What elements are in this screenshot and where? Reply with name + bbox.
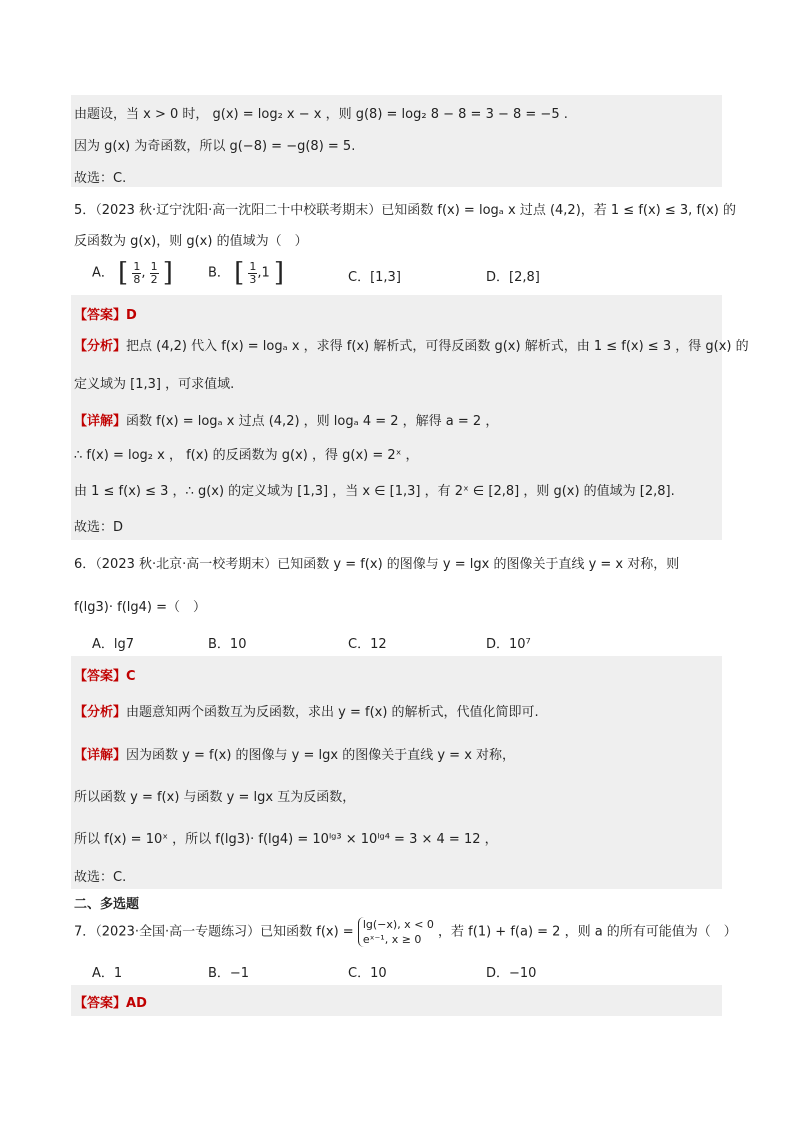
q4-detail-line-2: 因为 g(x) 为奇函数，所以 g(−8) = −g(8) = 5. xyxy=(74,139,356,154)
q6-option-c: C．12 xyxy=(348,637,387,652)
q5-stem-line-1: 5．（2023 秋·辽宁沈阳·高一沈阳二十中校联考期末）已知函数 f(x) = logₐ x 过点 (4,2)，若 1 ≤ f(x) ≤ 3, f(x) 的 xyxy=(74,203,736,218)
q5-option-c: C．[1,3] xyxy=(348,270,401,285)
q5-option-b: B． [ $\frac{1}{3}$ ,1 ] xyxy=(208,258,285,288)
q6-detail-line-3: 所以 f(x) = 10ˣ ，所以 f(lg3)· f(lg4) = 10ˡᵍ³ × 10ˡᵍ⁴ = 3 × 4 = 12 ， xyxy=(74,832,498,847)
q6-answer: C xyxy=(126,669,136,684)
q7-answer: AD xyxy=(126,996,147,1011)
q5-answer: D xyxy=(126,308,137,323)
q5-detail-line-3: 由 1 ≤ f(x) ≤ 3 ，∴ g(x) 的定义域为 [1,3] ，当 x ∈ [1,3] ，有 2ˣ ∈ [2,8] ，则 g(x) 的值域为 [2,8]. xyxy=(74,484,675,499)
q6-option-d: D．10⁷ xyxy=(486,637,531,652)
q6-analysis-line: 【分析】由题意知两个函数互为反函数，求出 y = f(x) 的解析式，代值化简即可. xyxy=(74,705,539,720)
fraction: $\frac{1}{8}$ xyxy=(133,259,141,286)
q5-detail-line-1: 【详解】函数 f(x) = logₐ x 过点 (4,2) ，则 logₐ 4 = 2 ，解得 a = 2 ， xyxy=(74,414,499,429)
q7-option-b: B．−1 xyxy=(208,966,250,981)
section-heading-multiple-choice: 二、多选题 xyxy=(74,897,140,912)
q7-option-d: D．−10 xyxy=(486,966,537,981)
q7-option-a: A．1 xyxy=(92,966,123,981)
q5-option-d: D．[2,8] xyxy=(486,270,540,285)
fraction: $\frac{1}{2}$ xyxy=(150,259,158,286)
detail-tag: 【详解】 xyxy=(74,748,127,763)
q5-detail-line-2: ∴ f(x) = log₂ x ， f(x) 的反函数为 g(x) ，得 g(x) = 2ˣ ， xyxy=(74,448,419,463)
q7-answer-line xyxy=(74,992,147,1011)
q5-analysis-line-2: 定义域为 [1,3] ，可求值域. xyxy=(74,377,235,392)
analysis-tag: 【分析】 xyxy=(74,339,127,354)
q5-option-a: A． [ $\frac{1}{8}$ , $\frac{1}{2}$ ] xyxy=(92,258,173,288)
fraction: $\frac{1}{3}$ xyxy=(249,259,257,286)
q6-final-answer: 故选：C. xyxy=(74,870,127,885)
q5-answer-line xyxy=(74,304,137,323)
piecewise-function: lg(−x), x < 0 eˣ⁻¹, x ≥ 0 xyxy=(358,917,434,947)
q5-option-b-label: B． xyxy=(208,265,230,281)
q6-option-a: A．lg7 xyxy=(92,637,135,652)
answer-tag: 【答案】 xyxy=(74,308,127,323)
q4-final-answer: 故选：C. xyxy=(74,171,127,186)
q7-solution-block xyxy=(71,985,722,1016)
q7-option-c: C．10 xyxy=(348,966,387,981)
q6-option-b: B．10 xyxy=(208,637,247,652)
answer-tag: 【答案】 xyxy=(74,669,127,684)
q5-stem-line-2: 反函数为 g(x)，则 g(x) 的值域为（ ） xyxy=(74,234,308,249)
q5-option-a-label: A． xyxy=(92,265,114,281)
q6-detail-line-2: 所以函数 y = f(x) 与函数 y = lgx 互为反函数， xyxy=(74,790,356,805)
q5-final-answer: 故选：D xyxy=(74,520,124,535)
q6-answer-line xyxy=(74,665,136,684)
q6-detail-line-1: 【详解】因为函数 y = f(x) 的图像与 y = lgx 的图像关于直线 y = x 对称， xyxy=(74,748,516,763)
q6-solution-block xyxy=(71,656,722,889)
q5-analysis-line-1: 【分析】把点 (4,2) 代入 f(x) = logₐ x ，求得 f(x) 解析式，可得反函数 g(x) 解析式，由 1 ≤ f(x) ≤ 3 ，得 g(x) 的 xyxy=(74,339,749,354)
q7-stem: 7．（2023·全国·高一专题练习）已知函数 f(x) = lg(−x), x < 0 eˣ⁻¹, x ≥ 0 ，若 f(1) + f(a) = 2 ，则 a 的所有可能值为（ ） xyxy=(74,918,737,946)
q4-detail-line-1: 由题设，当 x > 0 时， g(x) = log₂ x − x ，则 g(8) = log₂ 8 − 8 = 3 − 8 = −5 . xyxy=(74,107,568,122)
answer-tag: 【答案】 xyxy=(74,996,127,1011)
q6-stem-line-1: 6．（2023 秋·北京·高一校考期末）已知函数 y = f(x) 的图像与 y = lgx 的图像关于直线 y = x 对称，则 xyxy=(74,557,680,572)
detail-tag: 【详解】 xyxy=(74,414,127,429)
analysis-tag: 【分析】 xyxy=(74,705,127,720)
q6-stem-line-2: f(lg3)· f(lg4) =（ ） xyxy=(74,600,206,615)
